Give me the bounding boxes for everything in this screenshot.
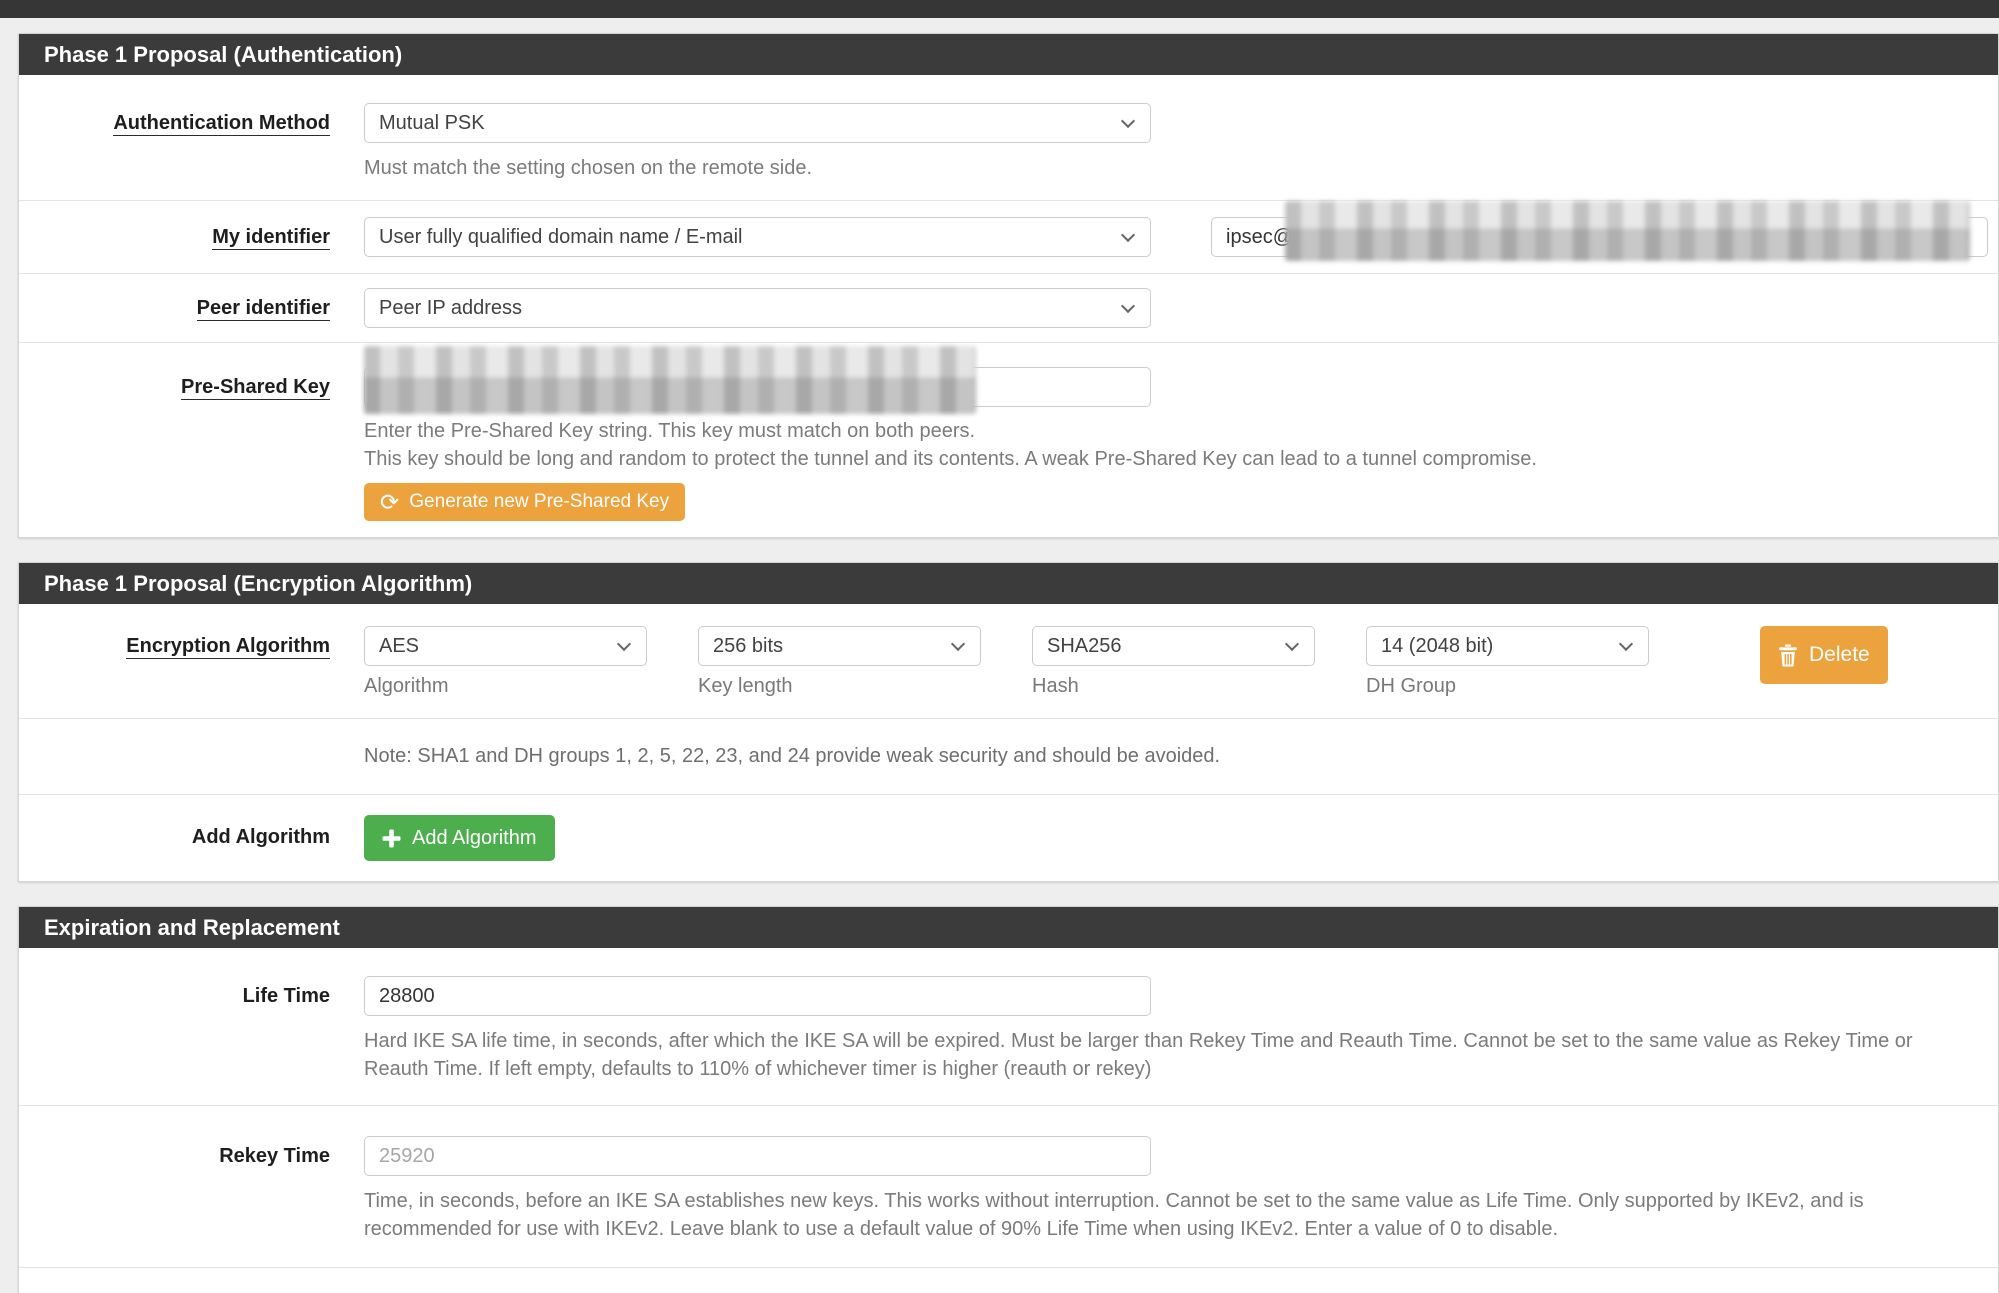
life-time-help: Hard IKE SA life time, in seconds, after which the IKE SA will be expired. Must be larger than Rekey Time and Reauth Time. Cannot be set to the same value as Rekey Time or Reauth Time. If left empty, defaults to 110% of whichever timer is higher (reauth or rekey) xyxy=(364,1030,1913,1080)
row-encryption-note xyxy=(19,719,1998,795)
panel-title-authentication: Phase 1 Proposal (Authentication) xyxy=(19,34,1998,75)
row-add-algorithm xyxy=(19,795,1998,881)
row-my-identifier xyxy=(19,201,1998,274)
refresh-icon: ⟳ xyxy=(380,488,400,515)
pre-shared-key-label: Pre-Shared Key xyxy=(181,376,330,398)
next-row-partial xyxy=(19,1268,1998,1293)
my-identifier-value: User fully qualified domain name / E-mail xyxy=(379,226,743,248)
authentication-method-help: Must match the setting chosen on the remote side. xyxy=(364,157,813,179)
encryption-algorithm-label: Encryption Algorithm xyxy=(126,635,330,657)
add-algorithm-button[interactable]: Add Algorithm xyxy=(364,815,555,861)
key-length-select[interactable]: 256 bits xyxy=(698,626,981,666)
row-authentication-method xyxy=(19,75,1998,201)
my-identifier-input[interactable] xyxy=(1211,217,1988,257)
panel-expiration-replacement xyxy=(18,906,1999,1293)
life-time-input[interactable] xyxy=(364,976,1151,1016)
chevron-down-icon xyxy=(1285,637,1299,651)
authentication-method-value: Mutual PSK xyxy=(379,112,485,134)
authentication-method-label: Authentication Method xyxy=(113,112,330,134)
dh-group-select[interactable]: 14 (2048 bit) xyxy=(1366,626,1649,666)
chevron-down-icon xyxy=(617,637,631,651)
chevron-down-icon xyxy=(1121,299,1135,313)
chevron-down-icon xyxy=(1121,114,1135,128)
row-life-time xyxy=(19,948,1998,1106)
hash-select[interactable]: SHA256 xyxy=(1032,626,1315,666)
generate-psk-button[interactable]: ⟳ Generate new Pre-Shared Key xyxy=(364,483,685,521)
weak-security-note: Note: SHA1 and DH groups 1, 2, 5, 22, 23, and 24 provide weak security and should be avoided. xyxy=(364,745,1221,767)
panel-phase1-encryption xyxy=(18,562,1999,882)
my-identifier-label: My identifier xyxy=(212,226,330,248)
panel-title-encryption: Phase 1 Proposal (Encryption Algorithm) xyxy=(19,563,1998,604)
key-length-caption: Key length xyxy=(698,675,793,697)
rekey-time-help: Time, in seconds, before an IKE SA establishes new keys. This works without interruption. Cannot be set to the same value as Life Time. Only supported by IKEv2, and is recommended for use with IKEv2. Leave blank to use a default value of 90% Life Time when using IKEv2. Enter a value of 0 to disable. xyxy=(364,1190,1864,1240)
rekey-time-label: Rekey Time xyxy=(219,1145,330,1167)
chevron-down-icon xyxy=(1619,637,1633,651)
chevron-down-icon xyxy=(951,637,965,651)
trash-icon xyxy=(1778,644,1798,667)
top-navbar xyxy=(0,0,1999,18)
rekey-time-input[interactable] xyxy=(364,1136,1151,1176)
row-pre-shared-key xyxy=(19,343,1998,537)
authentication-method-select[interactable] xyxy=(364,103,1151,143)
panel-phase1-authentication xyxy=(18,33,1999,538)
algorithm-select[interactable]: AES xyxy=(364,626,647,666)
hash-caption: Hash xyxy=(1032,675,1079,697)
row-encryption-algorithm xyxy=(19,604,1998,719)
chevron-down-icon xyxy=(1121,228,1135,242)
peer-identifier-select[interactable] xyxy=(364,288,1151,328)
life-time-label: Life Time xyxy=(242,985,330,1007)
delete-button[interactable]: Delete xyxy=(1760,626,1888,684)
psk-help-line2: This key should be long and random to protect the tunnel and its contents. A weak Pre-Shared Key can lead to a tunnel compromise. xyxy=(364,448,1537,470)
row-rekey-time xyxy=(19,1106,1998,1268)
algorithm-caption: Algorithm xyxy=(364,675,449,697)
row-peer-identifier xyxy=(19,274,1998,343)
plus-icon xyxy=(382,829,401,848)
psk-help-line1: Enter the Pre-Shared Key string. This key must match on both peers. xyxy=(364,420,976,442)
peer-identifier-label: Peer identifier xyxy=(196,297,330,319)
my-identifier-select[interactable] xyxy=(364,217,1151,257)
dh-group-caption: DH Group xyxy=(1366,675,1457,697)
panel-title-expiration: Expiration and Replacement xyxy=(19,907,1998,948)
pre-shared-key-input[interactable] xyxy=(364,367,1151,407)
add-algorithm-label: Add Algorithm xyxy=(191,826,330,848)
peer-identifier-value: Peer IP address xyxy=(379,297,523,319)
